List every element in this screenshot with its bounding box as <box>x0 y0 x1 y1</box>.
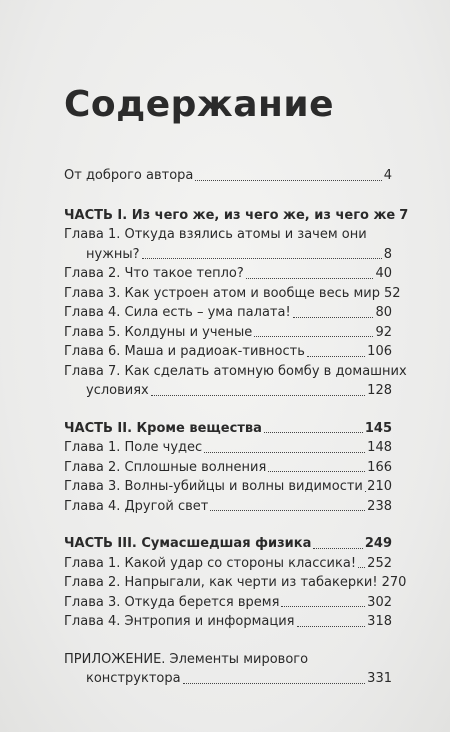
toc-page-number: 128 <box>367 383 392 398</box>
toc-page-number: 40 <box>375 266 392 281</box>
toc-entry-label: От доброго автора <box>64 168 194 183</box>
toc-chapter <box>64 497 392 517</box>
toc-page-number: 7 <box>399 207 409 223</box>
toc-appendix-label-cont: конструктора <box>86 671 181 686</box>
leader-dots <box>183 682 366 684</box>
leader-dots <box>293 316 374 318</box>
toc-page-number: 331 <box>367 671 392 686</box>
toc-page-number: 106 <box>367 344 392 359</box>
toc-page-number: 270 <box>381 575 407 590</box>
toc-page-number: 80 <box>375 305 392 320</box>
toc-chapter <box>64 612 392 632</box>
leader-dots <box>358 566 365 568</box>
toc-page-number: 8 <box>383 246 392 262</box>
toc-page-number: 166 <box>367 459 392 475</box>
toc-chapter-label: Глава 2. Напрыгали, как черти из табакерки! <box>64 575 378 590</box>
toc-chapter <box>64 264 392 284</box>
toc-part-3 <box>64 534 392 554</box>
toc-chapter <box>64 323 392 343</box>
toc-chapter <box>64 477 392 497</box>
toc-chapter-label: Глава 7. Как сделать атомную бомбу в домашних <box>64 363 407 379</box>
toc-page-number: 249 <box>364 536 392 551</box>
toc-page-number: 318 <box>367 614 392 629</box>
toc-chapter <box>64 554 392 574</box>
toc-chapter-label: Глава 3. Как устроен атом и вообще весь мир <box>64 285 381 301</box>
toc-chapter-label: Глава 2. Сплошные волнения <box>64 459 267 475</box>
toc-page-number: 92 <box>375 324 392 340</box>
toc-chapter <box>64 362 407 382</box>
toc-chapter <box>64 438 392 458</box>
toc-page-number: 238 <box>367 498 392 514</box>
leader-dots <box>151 394 365 396</box>
toc-appendix <box>64 650 392 670</box>
toc-chapter-label-cont: нужны? <box>86 246 140 262</box>
toc-appendix-label: ПРИЛОЖЕНИЕ. Элементы мирового <box>64 651 309 667</box>
toc-chapter-label: Глава 1. Откуда взялись атомы и зачем они <box>64 227 367 242</box>
toc-chapter <box>64 458 392 478</box>
toc-chapter-label: Глава 2. Что такое тепло? <box>64 266 244 281</box>
toc-chapter-label: Глава 1. Какой удар со стороны классика! <box>64 555 357 571</box>
toc-page-number: 52 <box>384 285 401 301</box>
table-of-contents <box>64 166 409 689</box>
toc-chapter <box>64 284 401 304</box>
toc-part-1 <box>64 206 409 226</box>
toc-chapter-label: Глава 4. Энтропия и информация <box>64 614 295 629</box>
toc-entry-intro <box>64 166 392 186</box>
toc-part-label: ЧАСТЬ II. Кроме вещества <box>64 420 262 436</box>
leader-dots <box>307 355 365 357</box>
leader-dots <box>297 625 366 627</box>
toc-chapter <box>64 342 392 362</box>
toc-chapter <box>64 593 392 613</box>
toc-page-number: 148 <box>367 440 392 455</box>
toc-chapter <box>64 225 392 245</box>
leader-dots <box>268 470 365 472</box>
toc-page-number: 302 <box>367 594 392 610</box>
toc-chapter-label-cont: условиях <box>86 383 149 398</box>
toc-part-label: ЧАСТЬ I. Из чего же, из чего же, из чего же <box>64 207 396 223</box>
toc-part-label: ЧАСТЬ III. Сумасшедшая физика <box>64 536 312 551</box>
leader-dots <box>204 451 365 453</box>
toc-chapter-label: Глава 4. Другой свет <box>64 498 209 514</box>
leader-dots <box>142 257 382 259</box>
leader-dots <box>254 335 373 337</box>
leader-dots <box>210 509 365 511</box>
toc-chapter-label: Глава 3. Волны-убийцы и волны видимости <box>64 479 363 494</box>
toc-chapter-label: Глава 6. Маша и радиоак-тивность <box>64 344 305 359</box>
toc-chapter-label: Глава 5. Колдуны и ученые <box>64 324 253 340</box>
leader-dots <box>195 179 381 181</box>
toc-chapter <box>64 303 392 323</box>
toc-chapter-label: Глава 1. Поле чудес <box>64 440 203 455</box>
toc-appendix-continued <box>64 669 392 689</box>
page-title: Содержание <box>64 84 335 125</box>
toc-page-number: 4 <box>383 168 392 183</box>
toc-chapter-continued <box>64 245 392 265</box>
toc-page-number: 210 <box>367 479 392 494</box>
leader-dots <box>264 431 363 433</box>
toc-chapter-continued <box>64 381 392 401</box>
leader-dots <box>313 547 363 549</box>
toc-chapter-label: Глава 4. Сила есть – ума палата! <box>64 305 291 320</box>
toc-chapter <box>64 573 407 593</box>
leader-dots <box>246 277 374 279</box>
toc-page-number: 252 <box>367 555 392 571</box>
toc-chapter-label: Глава 3. Откуда берется время <box>64 594 280 610</box>
toc-part-2 <box>64 419 392 439</box>
leader-dots <box>281 605 365 607</box>
toc-page-number: 145 <box>364 420 392 436</box>
